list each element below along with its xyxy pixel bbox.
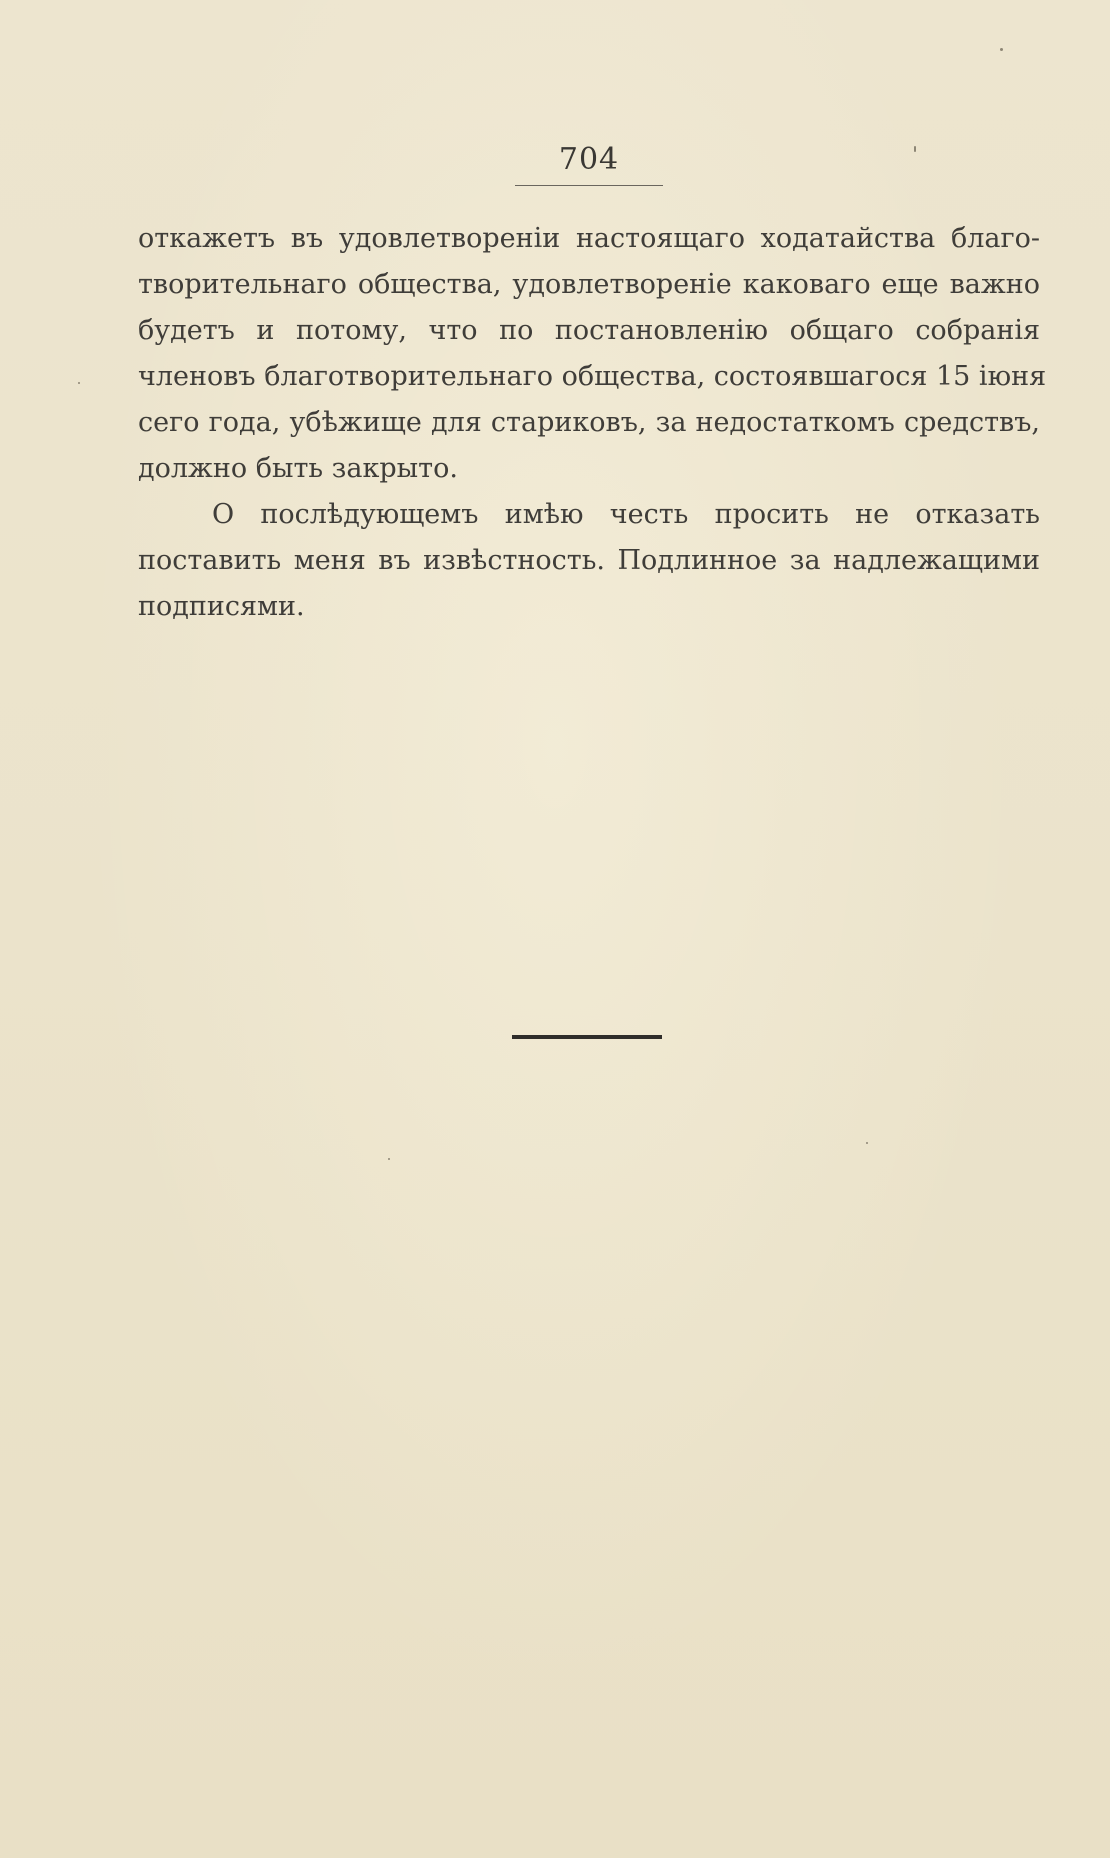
paper-speck: [914, 146, 916, 152]
text-line: сего года, убѣжище для стариковъ, за недостаткомъ средствъ,: [138, 407, 1040, 438]
text-line: творительнаго общества, удовлетвореніе каковаго еще важно: [138, 269, 1040, 300]
paper-speck: [1000, 48, 1003, 51]
body-text: [138, 216, 1047, 630]
paper-speck: [78, 382, 80, 384]
paper-speck: [866, 1142, 868, 1144]
end-rule: [512, 1035, 662, 1039]
text-line: О послѣдующемъ имѣю честь просить не отказать: [212, 499, 1040, 530]
text-line: откажетъ въ удовлетвореніи настоящаго ходатайства благо-: [138, 223, 1040, 254]
paper-speck: [388, 1158, 390, 1160]
page-number: 704: [558, 142, 620, 177]
text-line: поставить меня въ извѣстность. Подлинное за надлежащими: [138, 545, 1040, 576]
text-line: будетъ и потому, что по постановленію общаго собранія: [138, 315, 1040, 346]
text-line: членовъ благотворительнаго общества, состоявшагося 15 іюня: [138, 361, 1047, 392]
page-number-rule: [515, 185, 663, 186]
text-line: подписями.: [138, 591, 305, 622]
text-line: должно быть закрыто.: [138, 453, 458, 484]
